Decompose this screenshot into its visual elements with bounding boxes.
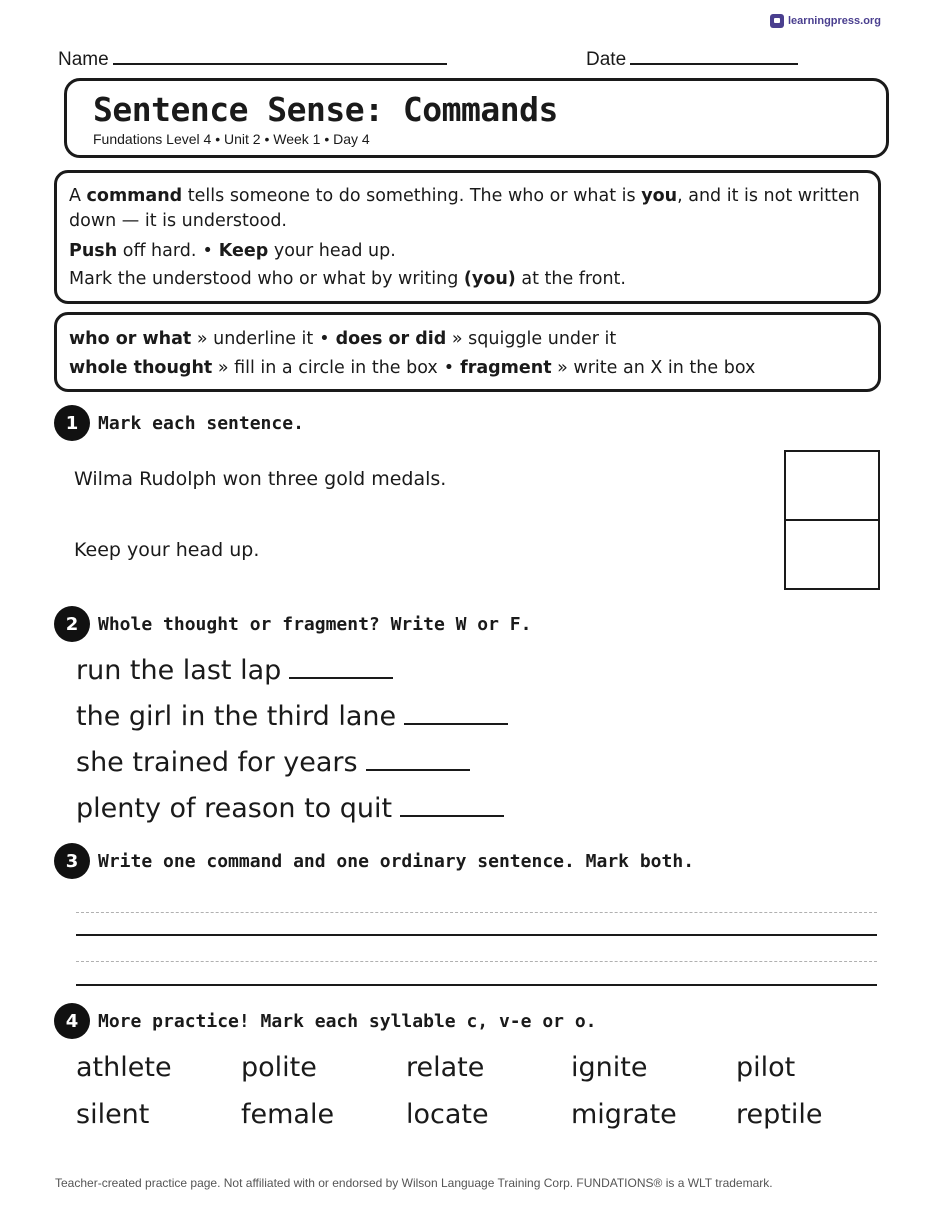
- syllable-word: relate: [406, 1052, 485, 1083]
- syllable-word: athlete: [76, 1052, 172, 1083]
- marking-key-box: [54, 312, 881, 392]
- key-line-1: who or what » underline it • does or did » squiggle under it: [69, 329, 617, 349]
- syllable-word: ignite: [571, 1052, 648, 1083]
- sentence-2: Keep your head up.: [74, 539, 260, 561]
- page-subtitle: Fundations Level 4 • Unit 2 • Week 1 • Day 4: [93, 131, 370, 147]
- date-label: Date: [586, 49, 627, 70]
- question-number: 2: [54, 606, 90, 642]
- name-field: [58, 47, 447, 71]
- name-line: [113, 47, 447, 65]
- answer-box-2[interactable]: [784, 519, 880, 590]
- key-line-2: whole thought » fill in a circle in the box • fragment » write an X in the box: [69, 358, 756, 378]
- intro-examples: Push off hard. • Keep your head up.: [69, 241, 396, 261]
- wf-item-2: the girl in the third lane: [76, 701, 508, 732]
- question-2-heading: [54, 606, 531, 642]
- answer-blank[interactable]: [400, 797, 504, 817]
- question-3-heading: [54, 843, 694, 879]
- question-number: 1: [54, 405, 90, 441]
- syllable-word: female: [241, 1099, 335, 1130]
- question-prompt: Whole thought or fragment? Write W or F.: [98, 613, 532, 635]
- logo-icon: [770, 14, 784, 28]
- question-number: 3: [54, 843, 90, 879]
- question-4-heading: [54, 1003, 597, 1039]
- question-prompt: More practice! Mark each syllable c, v-e or o.: [98, 1010, 597, 1032]
- question-prompt: Write one command and one ordinary sentence. Mark both.: [98, 850, 695, 872]
- answer-blank[interactable]: [366, 751, 470, 771]
- page-title: Sentence Sense: Commands: [93, 90, 558, 129]
- syllable-word: locate: [406, 1099, 489, 1130]
- title-box: [64, 78, 889, 158]
- answer-blank[interactable]: [289, 659, 393, 679]
- intro-line-1: A command tells someone to do something. The who or what is you, and it is not written: [69, 186, 860, 206]
- footer-disclaimer: Teacher-created practice page. Not affiliated with or endorsed by Wilson Language Training Corp. FUNDATIONS® is a WLT trademark.: [55, 1176, 773, 1190]
- wf-item-3: she trained for years: [76, 747, 470, 778]
- writing-line-1[interactable]: [76, 934, 877, 936]
- syllable-word: polite: [241, 1052, 317, 1083]
- wf-item-4: plenty of reason to quit: [76, 793, 504, 824]
- question-1-heading: [54, 405, 304, 441]
- site-logo: [770, 13, 881, 29]
- writing-line-2[interactable]: [76, 984, 877, 986]
- answer-box-1[interactable]: [784, 450, 880, 521]
- syllable-word: silent: [76, 1099, 150, 1130]
- sentence-1: Wilma Rudolph won three gold medals.: [74, 468, 447, 490]
- syllable-word: migrate: [571, 1099, 677, 1130]
- logo-text: learningpress.org: [788, 15, 881, 27]
- date-line: [630, 47, 798, 65]
- intro-line-4: Mark the understood who or what by writing (you) at the front.: [69, 269, 626, 289]
- intro-line-2: down — it is understood.: [69, 211, 287, 231]
- writing-guide-line-1: [76, 912, 877, 913]
- date-field: [586, 47, 798, 71]
- name-label: Name: [58, 49, 109, 70]
- syllable-word: reptile: [736, 1099, 823, 1130]
- question-prompt: Mark each sentence.: [98, 412, 304, 434]
- intro-box: [54, 170, 881, 304]
- syllable-word: pilot: [736, 1052, 796, 1083]
- question-number: 4: [54, 1003, 90, 1039]
- wf-item-1: run the last lap: [76, 655, 393, 686]
- answer-blank[interactable]: [404, 705, 508, 725]
- writing-guide-line-2: [76, 961, 877, 962]
